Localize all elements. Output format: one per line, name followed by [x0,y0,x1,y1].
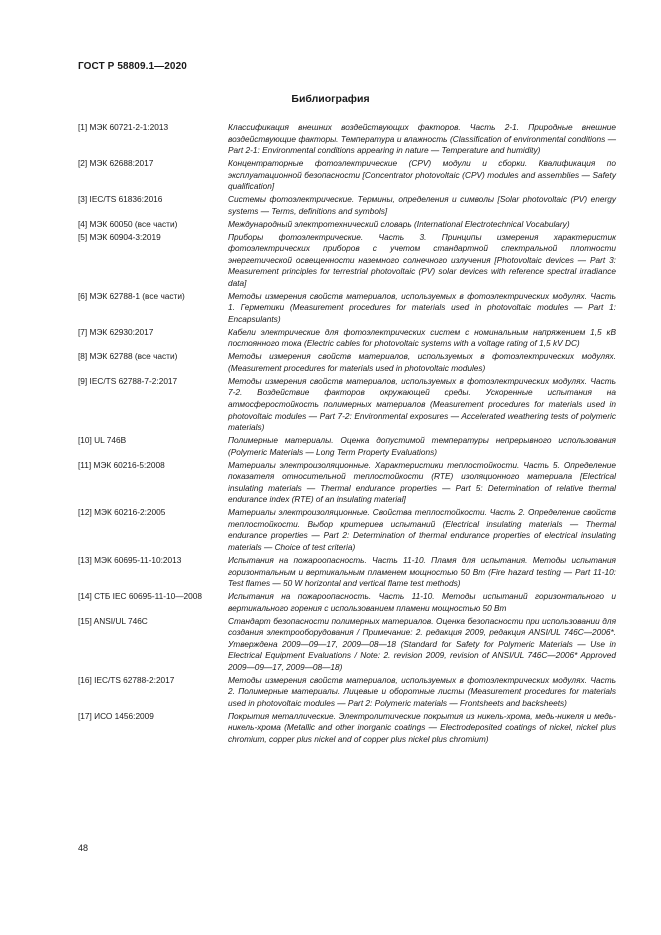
entry-reference: [5] МЭК 60904-3:2019 [78,231,161,242]
entry-description: Приборы фотоэлектрические. Часть 3. Принципы измерения характеристик фотоэлектрических приборов с учетом стандартной спектральной плотности энергетической освещенности наземного солнечного излучения [Photovoltaic devices — Part 3: Measurement principles for terrestrial photovoltaic (PV) solar devices with reference spectral irradiance data] [228,231,616,288]
entry-description: Кабели электрические для фотоэлектрических систем с номинальным напряжением 1,5 кВ постоянного тока (Electric cables for photovoltaic systems with a voltage rating of 1,5 kV DC) [228,326,616,349]
bibliography-entry [78,591,616,614]
entry-reference: [15] ANSI/UL 746C [78,615,148,626]
entry-description: Полимерные материалы. Оценка допустимой температуры непрерывного использования (Polymeric Materials — Long Term Property Evaluations) [228,435,616,457]
entry-description: Материалы электроизоляционные. Свойства теплостойкости. Часть 2. Определение свойств теплостойкости. Выбор критериев испытаний (Electrical insulating materials — Thermal endurance properties — Part 2: Determination of thermal endurance properties of electrical insulating materials — Choice of test criteria) [228,507,616,553]
bibliography-entry [78,327,616,350]
entry-description: Испытания на пожароопасность. Часть 11-10. Методы испытаний горизонтального и вертикального горения с использованием пламени мощностью 50 Вт [228,591,616,613]
bibliography-list [78,122,616,747]
entry-description: Методы измерения свойств материалов, используемых в фотоэлектрических модулях. (Measurement procedures for materials used in photovoltaic modules) [228,351,616,373]
bibliography-entry [78,507,616,553]
bibliography-entry [78,555,616,590]
bibliography-entry [78,435,616,458]
bibliography-entry [78,711,616,746]
entry-description: Классификация внешних воздействующих факторов. Часть 2-1. Природные внешние воздействующие факторы. Температура и влажность (Classification of environmental conditions — Part 2-1: Environmental conditions appearing in nature — Temperature and humidity) [228,122,616,156]
entry-reference: [16] IEC/TS 62788-2:2017 [78,674,175,685]
entry-reference: [13] МЭК 60695-11-10:2013 [78,554,182,565]
entry-reference: [6] МЭК 62788-1 (все части) [78,290,185,301]
page-number: 48 [78,843,89,853]
entry-reference: [8] МЭК 62788 (все части) [78,351,178,362]
entry-description: Испытания на пожароопасность. Часть 11-10. Пламя для испытания. Методы испытания горизонтальным и вертикальным пламенем мощностью 50 Вт (Fire hazard testing — Part 11-10: Test flames — 50 W horizontal and vertical flame test methods) [228,554,616,589]
bibliography-entry [78,460,616,506]
bibliography-entry [78,122,616,157]
bibliography-entry [78,158,616,193]
entry-reference: [9] IEC/TS 62788-7-2:2017 [78,375,178,386]
bibliography-entry [78,219,616,231]
bibliography-entry [78,616,616,674]
entry-reference: [14] СТБ IEC 60695-11-10—2008 [78,591,203,602]
entry-reference: [10] UL 746B [78,435,127,446]
entry-description: Покрытия металлические. Электролитические покрытия из никель-хрома, медь-никеля и медь-никель-хрома (Metallic and other inorganic coatings — Electrodeposited coatings of nickel, nickel plus chromium, copper plus nickel and of copper plus nickel plus chromium) [228,710,616,745]
entry-reference: [12] МЭК 60216-2:2005 [78,507,166,518]
entry-reference: [2] МЭК 62688:2017 [78,158,154,169]
entry-reference: [4] МЭК 60050 (все части) [78,218,178,229]
entry-description: Методы измерения свойств материалов, используемых в фотоэлектрических модулях. Часть 7-2. Воздействие факторов окружающей среды. Ускоренные испытания на атмосферостойкость полимерных материалов (Measurement procedures for materials used in photovoltaic modules — Part 7-2: Environmental exposures — Accelerated weathering tests of polymeric materials) [228,375,616,433]
entry-reference: [11] МЭК 60216-5:2008 [78,459,165,470]
entry-description: Материалы электроизоляционные. Характеристики теплостойкости. Часть 5. Определение показателя относительной теплостойкости (RTE) изоляционного материала [Electrical insulating materials — Thermal endurance properties — Part 5: Determination of relative thermal endurance index (RTE) of an insulating material] [228,459,616,505]
entry-description: Стандарт безопасности полимерных материалов. Оценка безопасности при использовании для создания электрооборудования / Примечание: 2. редакция 2009, редакция ANSI/UL 746C—2006*. Утверждена 2009—09—17, 2009—08—18 (Standard for Safety for Polymeric Materials — Use in Electrical Equipment Evaluations / Note: 2. revision 2009, revision of ANSI/UL 746C—2006* Approved 2009—09—17, 2009—08—18) [228,615,616,672]
entry-description: Системы фотоэлектрические. Термины, определения и символы [Solar photovoltaic (PV) energy systems — Terms, definitions and symbols] [228,194,616,216]
entry-reference: [3] IEC/TS 61836:2016 [78,194,163,205]
entry-reference: [17] ИСО 1456:2009 [78,710,154,721]
bibliography-entry [78,291,616,326]
bibliography-entry [78,194,616,217]
entry-description: Методы измерения свойств материалов, используемых в фотоэлектрических модулях. Часть 2. Полимерные материалы. Лицевые и оборотные листы (Measurement procedures for materials used in photovoltaic modules — Part 2: Polymeric materials — Frontsheets and backsheets) [228,674,616,708]
entry-description: Международный электротехнический словарь (International Electrotechnical Vocabulary) [228,218,570,229]
entry-reference: [7] МЭК 62930:2017 [78,326,154,337]
bibliography-entry [78,351,616,374]
bibliography-entry [78,376,616,434]
entry-description: Методы измерения свойств материалов, используемых в фотоэлектрических модулях. Часть 1. Герметики (Measurement procedures for materials used in photovoltaic modules — Part 1: Encapsulants) [228,290,616,324]
bibliography-entry [78,675,616,710]
bibliography-entry [78,232,616,290]
page-title: Библиография [291,93,370,105]
entry-reference: [1] МЭК 60721-2-1:2013 [78,122,169,132]
document-header: ГОСТ Р 58809.1—2020 [78,61,187,72]
entry-description: Концентраторные фотоэлектрические (CPV) модули и сборки. Квалификация по эксплуатационной безопасности [Concentrator photovoltaic (CPV) modules and assemblies — Safety qualification] [228,158,616,192]
